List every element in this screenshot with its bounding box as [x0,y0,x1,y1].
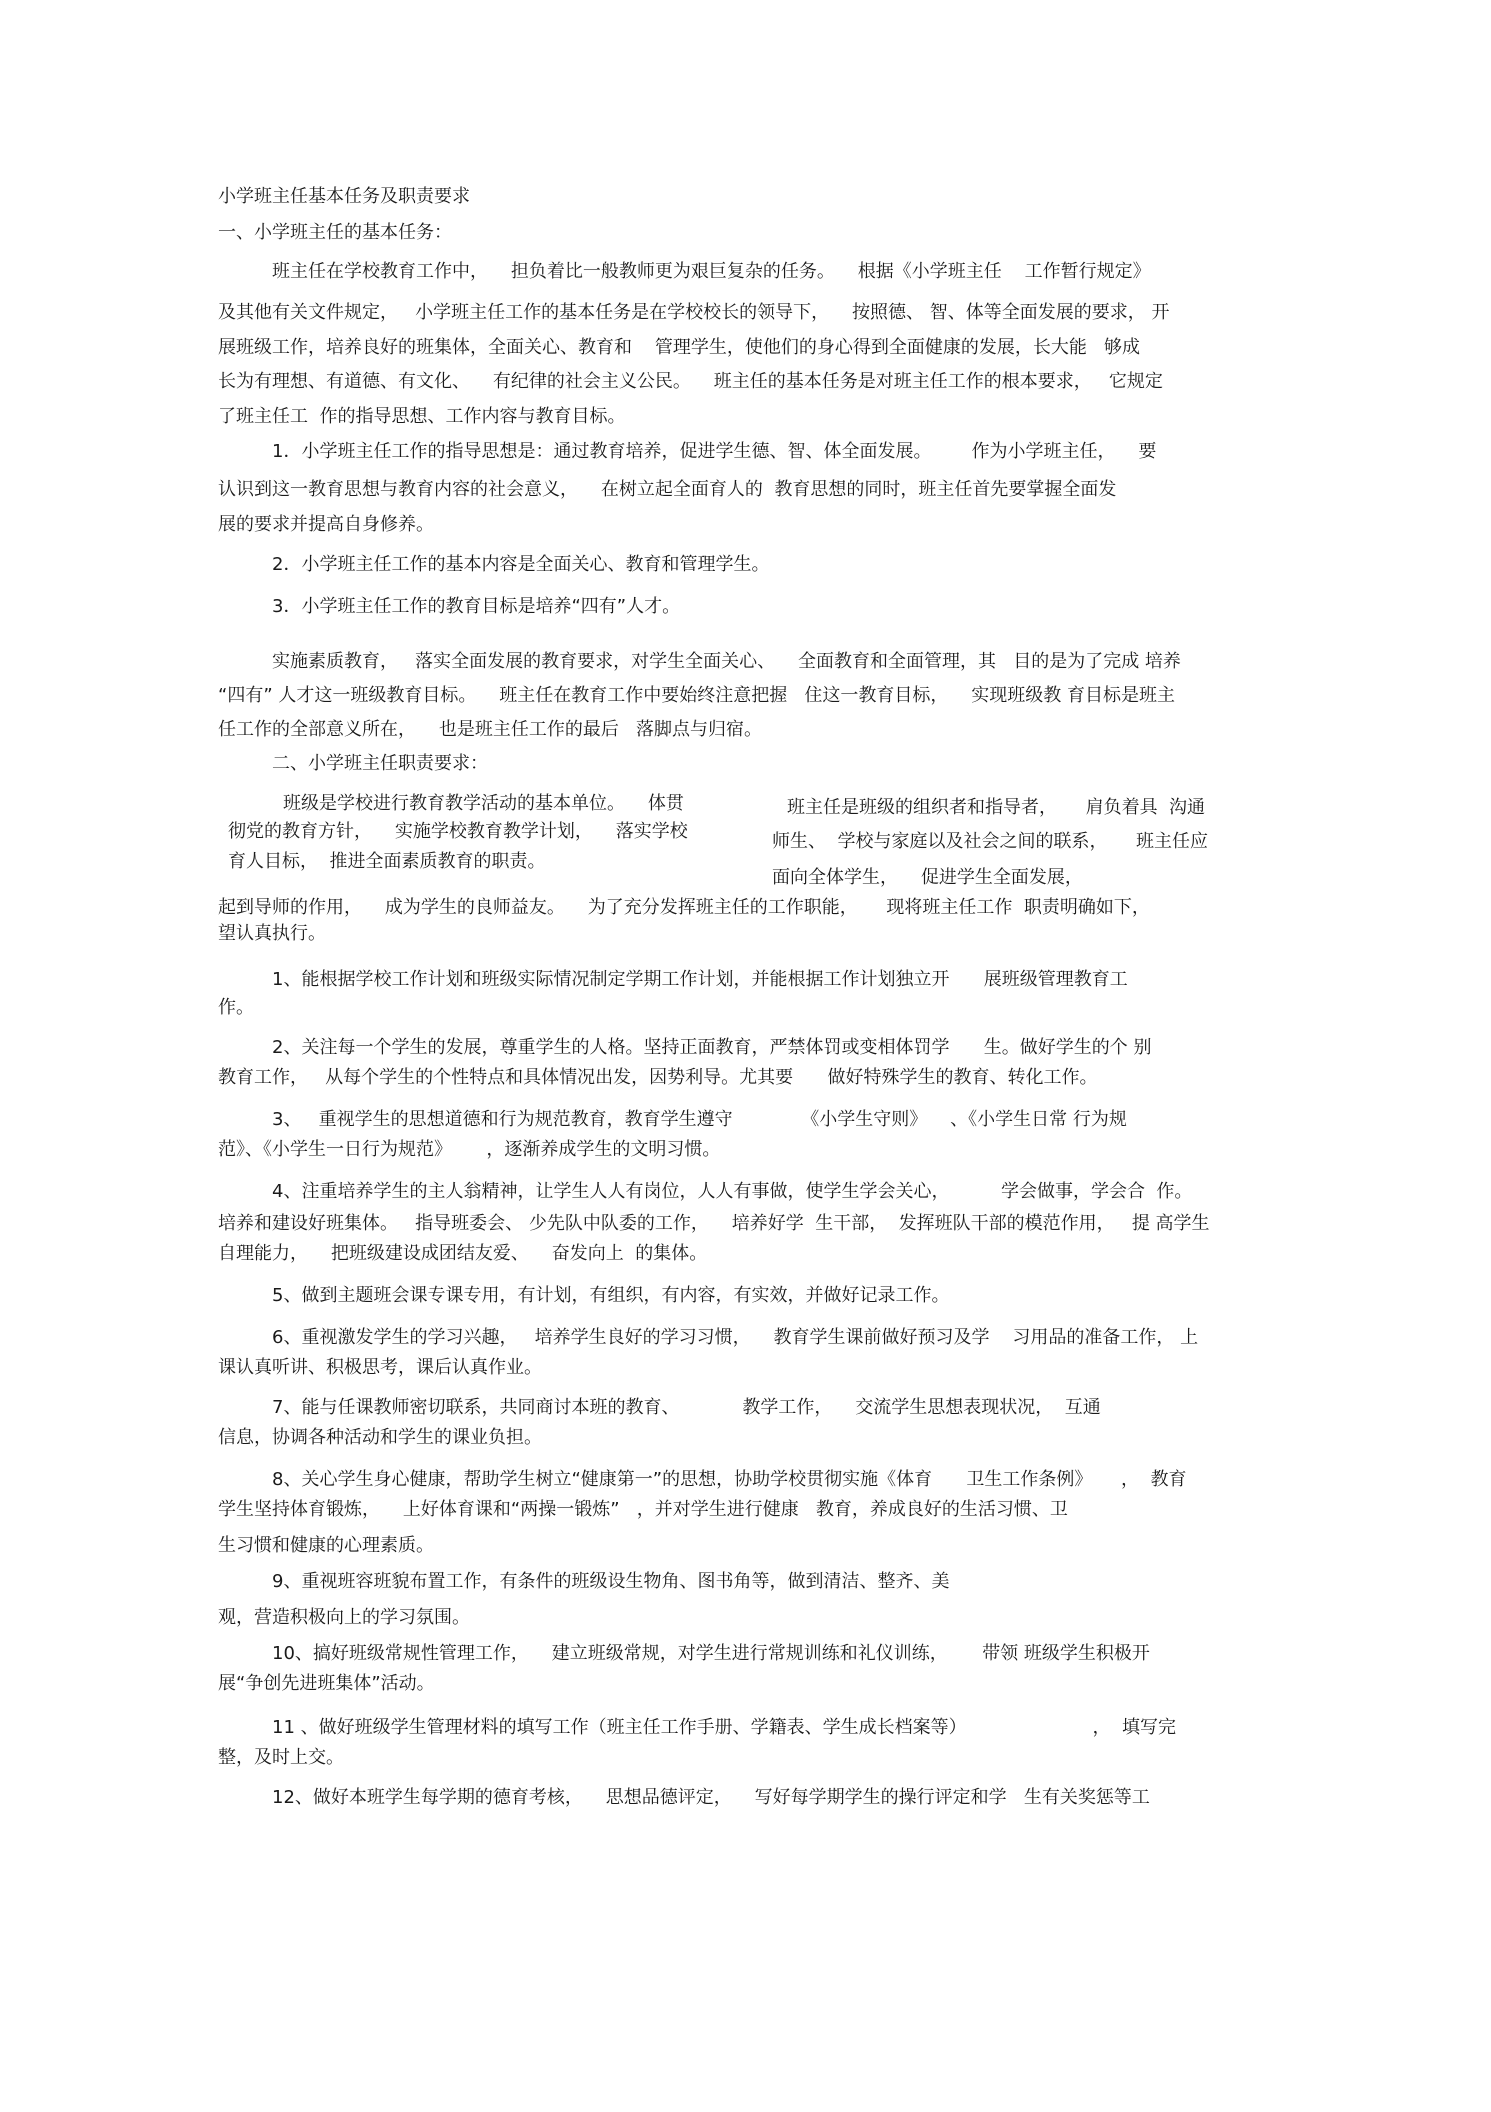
text-line: 信息，协调各种活动和学生的课业负担。 [218,1427,542,1448]
text-line: 认识到这一教育思想与教育内容的社会意义， 在树立起全面育人的 教育思想的同时，班主任首先要掌握全面发 [218,479,1117,500]
text-line: 长为有理想、有道德、有文化、 有纪律的社会主义公民。 班主任的基本任务是对班主任工作的根本要求， 它规定 [218,371,1163,392]
text-line: 及其他有关文件规定， 小学班主任工作的基本任务是在学校校长的领导下， 按照德、 智、体等全面发展的要求， 开 [218,302,1170,323]
list-item: 2、关注每一个学生的发展，尊重学生的人格。坚持正面教育，严禁体罚或变相体罚学 生。做好学生的个 别 [272,1037,1152,1058]
list-item: 7、能与任课教师密切联系，共同商讨本班的教育、 教学工作， 交流学生思想表现状况， 互通 [272,1397,1101,1418]
list-item: 1、能根据学校工作计划和班级实际情况制定学期工作计划，并能根据工作计划独立开 展班级管理教育工 [272,969,1128,990]
list-item: 10、搞好班级常规性管理工作， 建立班级常规，对学生进行常规训练和礼仪训练， 带领 班级学生积极开 [272,1643,1150,1664]
list-item: 12、做好本班学生每学期的德育考核， 思想品德评定， 写好每学期学生的操行评定和学 生有关奖惩等工 [272,1787,1150,1808]
text-line: 展班级工作，培养良好的班集体，全面关心、教育和 管理学生，使他们的身心得到全面健康的发展，长大能 够成 [218,337,1141,358]
column-right-line: 师生、 学校与家庭以及社会之间的联系， 班主任应 [772,831,1209,852]
text-line: “四有” 人才这一班级教育目标。 班主任在教育工作中要始终注意把握 住这一教育目标， 实现班级教 育目标是班主 [218,685,1176,706]
text-line: 培养和建设好班集体。 指导班委会、 少先队中队委的工作， 培养好学 生干部， 发挥班队干部的模范作用， 提 高学生 [218,1213,1210,1234]
text-line: 范》、《小学生一日行为规范》 ，逐渐养成学生的文明习惯。 [218,1139,721,1160]
text-line: 作。 [218,997,254,1018]
section-heading: 二、小学班主任职责要求： [272,753,488,774]
list-item: 9、重视班容班貌布置工作，有条件的班级设生物角、图书角等，做到清洁、整齐、美 [272,1571,950,1592]
column-left-line: 育人目标， 推进全面素质教育的职责。 [228,851,546,872]
column-right-line: 班主任是班级的组织者和指导者， 肩负着具 沟通 [787,797,1206,818]
section-heading: 一、小学班主任的基本任务： [218,222,452,243]
list-item: 3．小学班主任工作的教育目标是培养“四有”人才。 [272,596,681,617]
text-line: 起到导师的作用， 成为学生的良师益友。 为了充分发挥班主任的工作职能， 现将班主任工作 职责明确如下， [218,897,1150,918]
text-line: 整，及时上交。 [218,1747,344,1768]
text-line: 生习惯和健康的心理素质。 [218,1535,434,1556]
list-item: 1．小学班主任工作的指导思想是：通过教育培养，促进学生德、智、体全面发展。 作为小学班主任， 要 [272,441,1157,462]
text-line: 展“争创先进班集体”活动。 [218,1673,435,1694]
text-line: 班主任在学校教育工作中， 担负着比一般教师更为艰巨复杂的任务。 根据《小学班主任 工作暂行规定》 [272,261,1151,282]
list-item: 4、注重培养学生的主人翁精神，让学生人人有岗位，人人有事做，使学生学会关心， 学会做事，学会合 作。 [272,1181,1193,1202]
text-line: 观，营造积极向上的学习氛围。 [218,1607,470,1628]
list-item: 6、重视激发学生的学习兴趣， 培养学生良好的学习习惯， 教育学生课前做好预习及学 习用品的准备工作， 上 [272,1327,1199,1348]
list-item: 2．小学班主任工作的基本内容是全面关心、教育和管理学生。 [272,554,770,575]
doc-title: 小学班主任基本任务及职责要求 [218,186,470,207]
list-item: 5、做到主题班会课专课专用，有计划，有组织，有内容，有实效，并做好记录工作。 [272,1285,950,1306]
text-line: 展的要求并提高自身修养。 [218,514,434,535]
text-line: 课认真听讲、积极思考，课后认真作业。 [218,1357,542,1378]
text-line: 了班主任工 作的指导思想、工作内容与教育目标。 [218,406,626,427]
list-item: 3、 重视学生的思想道德和行为规范教育，教育学生遵守 《小学生守则》 、《小学生日常 行为规 [272,1109,1127,1130]
text-line: 实施素质教育， 落实全面发展的教育要求，对学生全面关心、 全面教育和全面管理，其 目的是为了完成 培养 [272,651,1181,672]
list-item: 8、关心学生身心健康，帮助学生树立“健康第一”的思想，协助学校贯彻实施《体育 卫生工作条例》 ， 教育 [272,1469,1187,1490]
column-right-line: 面向全体学生， 促进学生全面发展， [772,867,1083,888]
text-line: 学生坚持体育锻炼， 上好体育课和“两操一锻炼” ，并对学生进行健康 教育，养成良好的生活习惯、卫 [218,1499,1068,1520]
list-item: 11 、做好班级学生管理材料的填写工作（班主任工作手册、学籍表、学生成长档案等） ， 填写完 [272,1717,1176,1738]
column-left-line: 彻党的教育方针， 实施学校教育教学计划， 落实学校 [228,821,688,842]
text-line: 教育工作， 从每个学生的个性特点和具体情况出发，因势利导。尤其要 做好特殊学生的教育、转化工作。 [218,1067,1098,1088]
text-line: 自理能力， 把班级建设成团结友爱、 奋发向上 的集体。 [218,1243,708,1264]
text-line: 望认真执行。 [218,923,326,944]
text-line: 任工作的全部意义所在， 也是班主任工作的最后 落脚点与归宿。 [218,719,763,740]
column-left-line: 班级是学校进行教育教学活动的基本单位。 体贯 [283,793,684,814]
